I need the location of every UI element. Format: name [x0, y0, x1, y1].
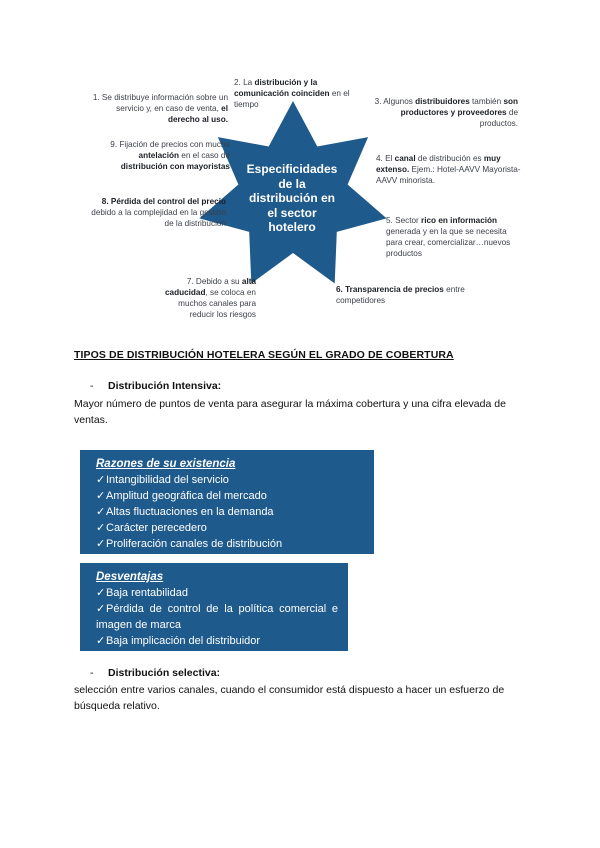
label-text: 3. Algunos — [374, 97, 416, 106]
list-item — [96, 520, 364, 536]
list-item-text: Carácter perecedero — [106, 522, 207, 534]
list-item-text: Proliferación canales de distribución — [106, 538, 283, 550]
list-item-text: Baja implicación del distribuidor — [106, 635, 261, 647]
label-text: 5. Sector — [386, 216, 422, 225]
list-item — [96, 504, 364, 520]
list-item — [96, 585, 338, 601]
label-text: debido a la complejidad en la gestión de la distribución — [91, 208, 226, 228]
star-line: Especificidades — [246, 162, 338, 176]
list-item-text: Intangibilidad del servicio — [106, 474, 229, 486]
desventajas-list — [96, 585, 338, 649]
check-icon: ✓ — [96, 522, 106, 534]
bullet-dash: - — [90, 667, 94, 679]
label-bold-text: distribución con mayoristas — [120, 162, 230, 171]
label-bold-text: distribuidores — [415, 97, 470, 106]
diagram-item-6 — [336, 284, 466, 306]
label-bold-text: alta caducidad — [164, 277, 256, 297]
check-icon: ✓ — [96, 587, 106, 599]
label-text: 2. La — [234, 78, 255, 87]
selectiva-heading-text: Distribución selectiva: — [108, 667, 221, 679]
razones-box — [80, 450, 374, 554]
check-icon: ✓ — [96, 538, 106, 550]
diagram-item-8 — [80, 196, 226, 229]
list-item-text: Baja rentabilidad — [106, 587, 188, 599]
label-bold-text: muy extenso. — [376, 154, 501, 174]
label-bold-text: 6. Transparencia de precios — [336, 285, 444, 294]
selectiva-heading — [90, 667, 220, 679]
label-bold-text: canal — [394, 154, 416, 163]
label-text: también — [469, 97, 504, 106]
check-icon: ✓ — [96, 635, 106, 647]
diagram-item-5 — [386, 215, 522, 259]
check-icon: ✓ — [96, 474, 106, 486]
star-line: de la — [278, 176, 306, 191]
diagram-item-3 — [364, 96, 518, 129]
diagram-item-7 — [160, 276, 256, 320]
label-text: 7. Debido a su — [186, 277, 242, 286]
list-item — [96, 633, 338, 649]
label-text: Ejem.: Hotel-AAVV Mayorista-AAVV minorista. — [376, 165, 521, 185]
list-item-text: Altas fluctuaciones en la demanda — [106, 506, 274, 518]
label-text: de distribución es — [415, 154, 484, 163]
star-line: hotelero — [268, 220, 316, 234]
list-item-text: Amplitud geográfica del mercado — [106, 490, 267, 502]
star-line: distribución en — [248, 191, 335, 205]
list-item — [96, 601, 338, 633]
list-item — [96, 488, 364, 504]
label-text: , se coloca en muchos canales para reducir los riesgos — [178, 288, 256, 319]
check-icon: ✓ — [96, 603, 106, 615]
desventajas-title: Desventajas — [96, 571, 164, 583]
label-text: 1. Se distribuye información sobre un servicio y, en caso de venta, — [92, 93, 228, 113]
selectiva-description: selección entre varios canales, cuando el consumidor está dispuesto a hacer un esfuerzo de búsqueda relativo. — [74, 684, 505, 712]
label-bold-text: son productores y proveedores — [400, 97, 518, 117]
list-item-text: Pérdida de control de la política comercial e imagen de marca — [96, 603, 338, 631]
razones-title: Razones de su existencia — [96, 458, 236, 470]
label-bold-text: el derecho al uso. — [167, 104, 228, 124]
label-bold-text: 8. Pérdida del control del precio — [101, 197, 226, 206]
intensiva-description: Mayor número de puntos de venta para asegurar la máxima cobertura y una cifra elevada de ventas. — [74, 398, 506, 426]
label-text: 4. El — [376, 154, 395, 163]
list-item — [96, 472, 364, 488]
label-text: generada y en la que se necesita para crear, comercializar…nuevos productos — [386, 227, 511, 258]
intensiva-heading-text: Distribución Intensiva: — [108, 380, 222, 392]
label-text: entre competidores — [336, 285, 465, 305]
bullet-dash: - — [90, 380, 94, 392]
desventajas-box — [80, 563, 348, 651]
intensiva-heading — [90, 380, 221, 392]
check-icon: ✓ — [96, 490, 106, 502]
razones-list — [96, 472, 364, 552]
list-item — [96, 536, 364, 552]
star-center-text — [236, 162, 348, 235]
section-title: TIPOS DE DISTRIBUCIÓN HOTELERA SEGÚN EL GRADO DE COBERTURA — [74, 349, 454, 361]
check-icon: ✓ — [96, 506, 106, 518]
diagram-item-2 — [234, 77, 356, 110]
label-text: en el tiempo — [234, 89, 350, 109]
label-text: en el caso de — [179, 151, 230, 160]
label-text: 9. Fijación de precios con mucha — [110, 140, 230, 149]
label-text: de productos. — [479, 108, 518, 128]
diagram-item-4 — [376, 153, 528, 186]
label-bold-text: antelación — [138, 151, 180, 160]
diagram-item-1 — [84, 92, 228, 125]
label-bold-text: distribución y la comunicación coinciden — [234, 78, 330, 98]
label-bold-text: rico en información — [421, 216, 498, 225]
star-line: el sector — [267, 205, 317, 220]
diagram-item-9 — [92, 139, 230, 172]
